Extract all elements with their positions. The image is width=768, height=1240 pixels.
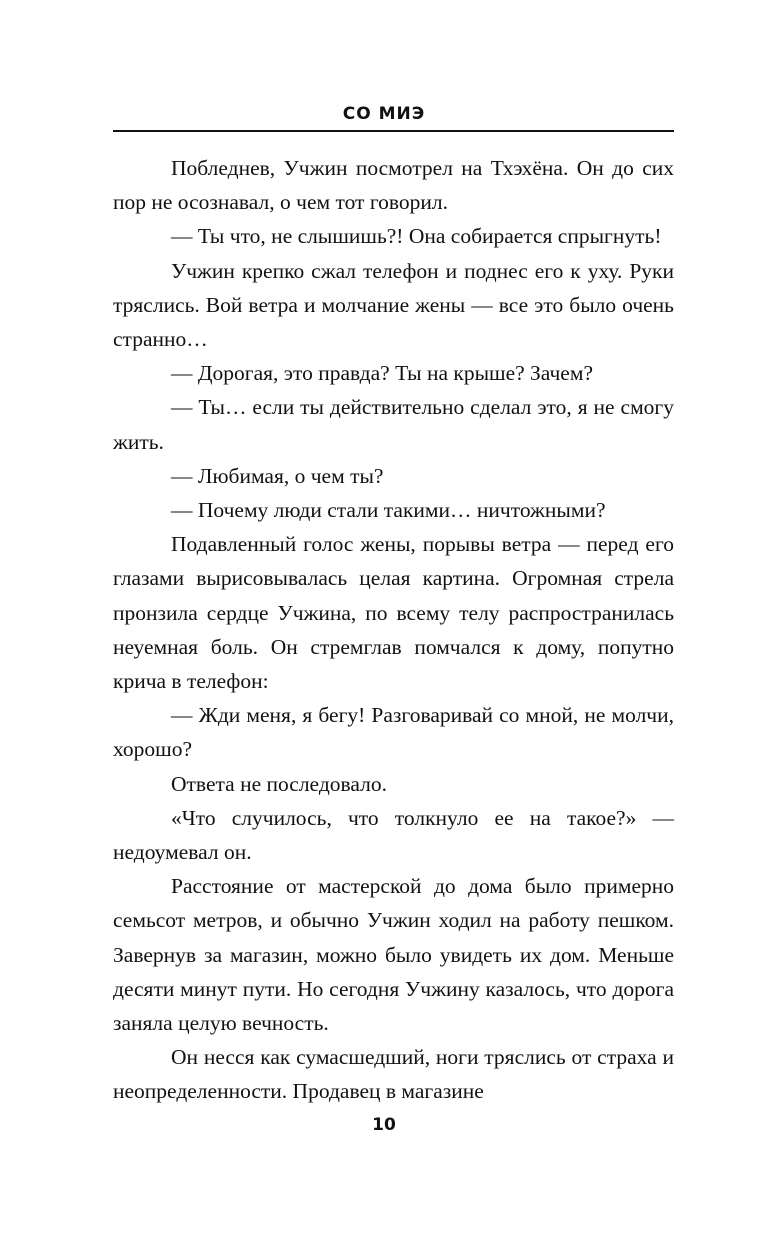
paragraph: Он несся как сумасшедший, ноги тряслись от страха и неопределенности. Продавец в магазине (113, 1045, 674, 1104)
paragraph: — Любимая, о чем ты? (171, 463, 384, 488)
paragraph: — Жди меня, я бегу! Разговаривай со мной, не молчи, хорошо? (113, 703, 674, 762)
paragraph: — Дорогая, это правда? Ты на крыше? Зачем? (171, 361, 593, 386)
header-rule (113, 130, 674, 132)
paragraph: Расстояние от мастерской до дома было примерно семьсот метров, и обычно Учжин ходил на работу пешком. Завернув за магазин, можно было увидеть их дом. Меньше десяти минут пути. Но сегодня Учжину казалось, что дорога заняла целую вечность. (113, 874, 674, 1036)
paragraph: Учжин крепко сжал телефон и поднес его к уху. Руки тряслись. Вой ветра и молчание жены — все это было очень странно… (113, 258, 674, 352)
paragraph: — Ты… если ты действительно сделал это, я не смогу жить. (113, 395, 674, 454)
paragraph: «Что случилось, что толкнуло ее на такое?» — недоумевал он. (113, 805, 674, 865)
paragraph: — Ты что, не слышишь?! Она собирается спрыгнуть! (171, 224, 662, 249)
paragraph: — Почему люди стали такими… ничтожными? (171, 498, 606, 523)
body-text (113, 151, 674, 1109)
paragraph: Побледнев, Учжин посмотрел на Тхэхёна. Он до сих пор не осознавал, о чем тот говорил. (113, 156, 674, 215)
running-header: СО МИЭ (342, 104, 426, 124)
paragraph: Подавленный голос жены, порывы ветра — перед его глазами вырисовывалась целая картина. Огромная стрела пронзила сердце Учжина, по всему телу распространилась неуемная боль. Он стремглав помчался к дому, попутно крича в телефон: (113, 532, 674, 694)
paragraph: Ответа не последовало. (171, 771, 387, 796)
page-number: 10 (372, 1115, 396, 1135)
